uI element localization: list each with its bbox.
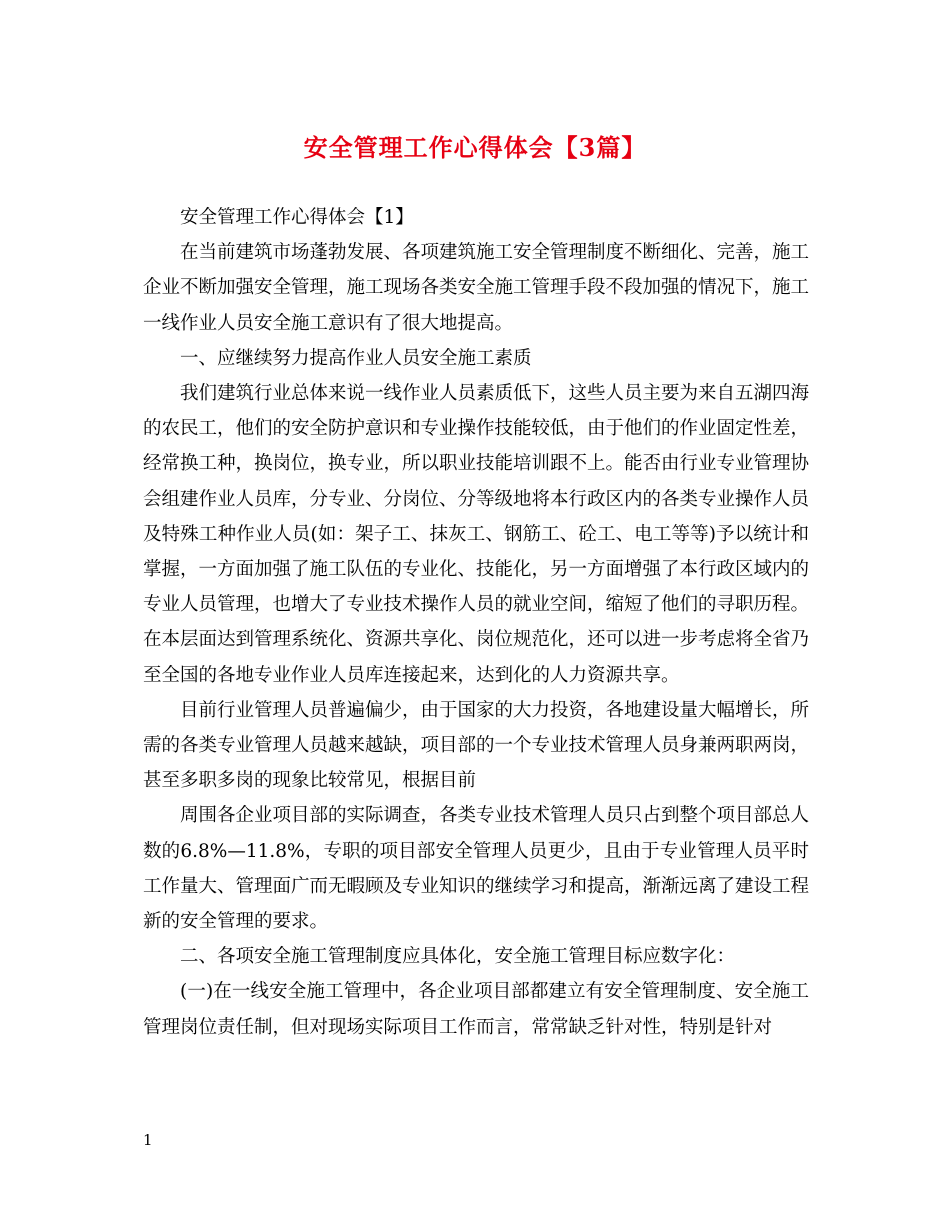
section-heading-1: 安全管理工作心得体会【1】	[180, 207, 414, 228]
page-number: 1	[143, 1131, 153, 1149]
paragraph-survey: 周围各企业项目部的实际调查，各类专业技术管理人员只占到整个项目部总人数的6.8%—11.8%，专职的项目部安全管理人员更少，且由于专业管理人员平时工作量大、管理面广而无暇顾及专业知识的继续学习和提高，渐渐远离了建设工程新的安全管理的要求。	[143, 805, 810, 933]
document-title: 安全管理工作心得体会【3篇】	[303, 133, 647, 162]
paragraph-workers: 我们建筑行业总体来说一线作业人员素质低下，这些人员主要为来自五湖四海的农民工，他们的安全防护意识和专业操作技能较低，由于他们的作业固定性差，经常换工种，换岗位，换专业，所以职业技能培训跟不上。能否由行业专业管理协会组建作业人员库，分专业、分岗位、分等级地将本行政区内的各类专业操作人员及特殊工种作业人员(如：架子工、抹灰工、钢筋工、砼工、电工等等)予以统计和掌握，一方面加强了施工队伍的专业化、技能化，另一方面增强了本行政区域内的专业人员管理，也增大了专业技术操作人员的就业空间，缩短了他们的寻职历程。在本层面达到管理系统化、资源共享化、岗位规范化，还可以进一步考虑将全省乃至全国的各地专业作业人员库连接起来，达到化的人力资源共享。	[143, 383, 810, 686]
subheading-2: 二、各项安全施工管理制度应具体化，安全施工管理目标应数字化：	[180, 946, 736, 968]
paragraph-intro: 在当前建筑市场蓬勃发展、各项建筑施工安全管理制度不断细化、完善，施工企业不断加强安全管理，施工现场各类安全施工管理手段不段加强的情况下，施工一线作业人员安全施工意识有了很大地提高。	[143, 242, 810, 334]
document-body	[143, 200, 809, 1045]
subheading-1: 一、应继续努力提高作业人员安全施工素质	[180, 347, 532, 369]
paragraph-rules: (一)在一线安全施工管理中，各企业项目部都建立有安全管理制度、安全施工管理岗位责任制，但对现场实际项目工作而言，常常缺乏针对性，特别是针对	[143, 981, 809, 1038]
paragraph-managers: 目前行业管理人员普遍偏少，由于国家的大力投资，各地建设量大幅增长，所需的各类专业管理人员越来越缺，项目部的一个专业技术管理人员身兼两职两岗，甚至多职多岗的现象比较常见，根据目前	[143, 699, 810, 792]
